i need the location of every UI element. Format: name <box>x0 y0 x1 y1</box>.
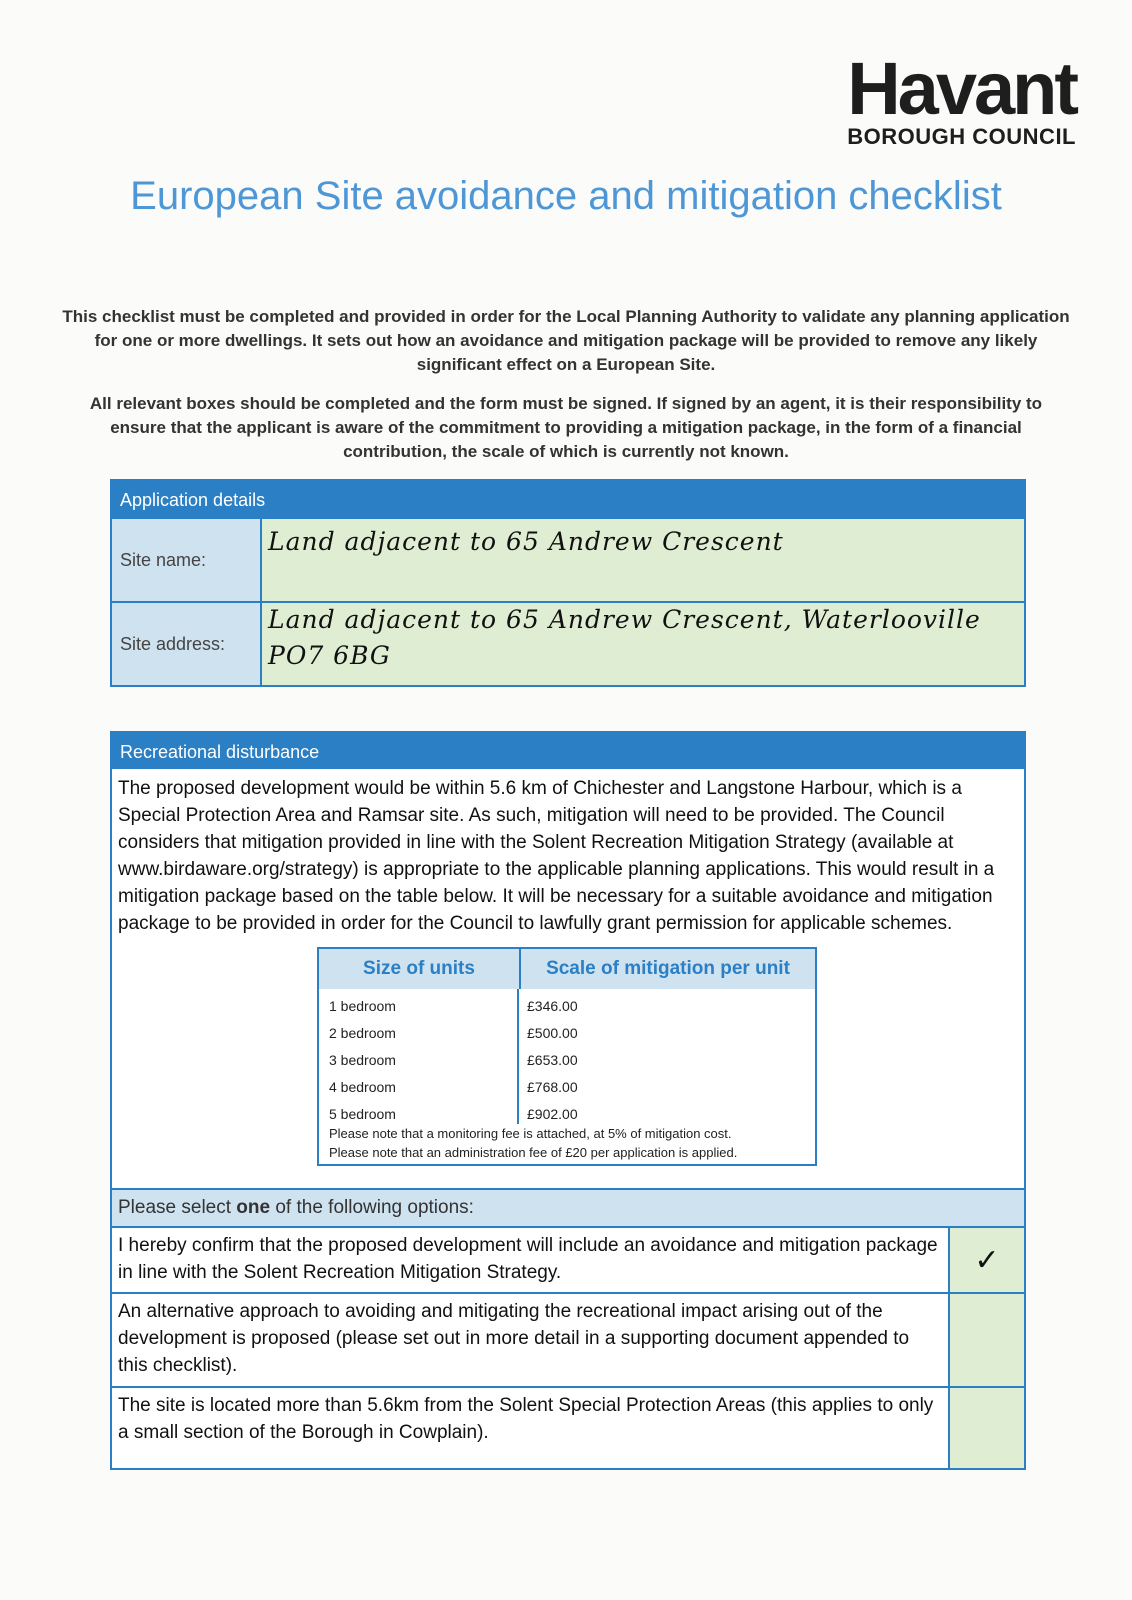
application-details-panel <box>110 479 1026 687</box>
select-suffix: of the following options: <box>270 1197 474 1218</box>
intro-paragraph-2: All relevant boxes should be completed and the form must be signed. If signed by an agent, it is their responsibility to ensure that the applicant is aware of the commitment to providing a mitigation package, in the form of a financial contribution, the scale of which is currently not known. <box>89 394 1043 461</box>
select-bold: one <box>236 1197 271 1218</box>
unit-cost: £653.00 <box>527 1052 578 1068</box>
unit-size: 2 bedroom <box>319 1016 519 1043</box>
table-row <box>319 1016 815 1043</box>
site-address-line-1: Land adjacent to 65 Andrew Crescent, Waterlooville <box>268 605 981 634</box>
mitigation-table <box>317 947 817 1166</box>
site-name-value: Land adjacent to 65 Andrew Crescent <box>268 527 784 556</box>
option-text: The site is located more than 5.6km from the Solent Special Protection Areas (this applies to only a small section of the Borough in Cowplain). <box>118 1395 934 1443</box>
select-option-heading <box>112 1188 1024 1228</box>
recreational-disturbance-panel <box>110 731 1026 1470</box>
unit-cost: £500.00 <box>527 1025 578 1041</box>
option-alternative-approach <box>112 1294 1024 1388</box>
column-header-scale: Scale of mitigation per unit <box>546 958 790 979</box>
site-name-label: Site name: <box>112 519 262 601</box>
option-outside-zone <box>112 1388 1024 1468</box>
site-address-line-2: PO7 6BG <box>268 641 391 670</box>
table-row <box>319 1097 815 1124</box>
unit-size: 1 bedroom <box>319 989 519 1016</box>
table-row <box>319 989 815 1016</box>
site-address-field[interactable] <box>262 603 1024 685</box>
table-row <box>319 1070 815 1097</box>
application-details-heading: Application details <box>112 481 1024 517</box>
mitigation-table-header <box>319 949 815 989</box>
select-prefix: Please select <box>118 1197 237 1218</box>
logo-name: Havant <box>847 47 1076 130</box>
unit-size: 4 bedroom <box>319 1070 519 1097</box>
unit-size: 5 bedroom <box>319 1097 519 1124</box>
recreational-disturbance-heading: Recreational disturbance <box>112 733 1024 769</box>
unit-cost: £768.00 <box>527 1079 578 1095</box>
unit-size: 3 bedroom <box>319 1043 519 1070</box>
page-title: European Site avoidance and mitigation checklist <box>130 174 1002 218</box>
site-address-row <box>112 601 1024 685</box>
option-confirm-strategy <box>112 1228 1024 1294</box>
option-checkbox[interactable]: ✓ <box>948 1228 1024 1292</box>
table-row <box>319 1043 815 1070</box>
monitoring-fee-note: Please note that a monitoring fee is attached, at 5% of mitigation cost. <box>329 1126 732 1141</box>
column-header-size: Size of units <box>319 949 521 989</box>
table-notes <box>319 1124 815 1164</box>
admin-fee-note: Please note that an administration fee of £20 per application is applied. <box>329 1145 738 1160</box>
unit-cost: £346.00 <box>527 998 578 1014</box>
option-checkbox[interactable] <box>948 1388 1024 1468</box>
option-checkbox[interactable] <box>948 1294 1024 1386</box>
unit-cost: £902.00 <box>527 1106 578 1122</box>
site-name-row <box>112 517 1024 601</box>
recreational-disturbance-text: The proposed development would be within 5.6 km of Chichester and Langstone Harbour, which is a Special Protection Area and Ramsar site. As such, mitigation will need to be provided. The Council considers that mitigation provided in line with the Solent Recreation Mitigation Strategy (available at www.birdaware.org/strategy) is appropriate to the applicable planning applications. This would result in a mitigation package based on the table below. It will be necessary for a suitable avoidance and mitigation package to be provided in order for the Council to lawfully grant permission for applicable schemes. <box>118 778 995 934</box>
intro-paragraph-1: This checklist must be completed and provided in order for the Local Planning Authority to validate any planning application for one or more dwellings. It sets out how an avoidance and mitigation package will be provided to remove any likely significant effect on a European Site. <box>62 307 1070 374</box>
council-logo <box>826 47 1076 150</box>
logo-subtitle: BOROUGH COUNCIL <box>847 124 1076 149</box>
site-name-field[interactable] <box>262 519 1024 601</box>
option-text: An alternative approach to avoiding and mitigating the recreational impact arising out of the development is proposed (please set out in more detail in a supporting document appended to this checklist). <box>118 1301 910 1376</box>
site-address-label: Site address: <box>112 603 262 685</box>
option-text: I hereby confirm that the proposed development will include an avoidance and mitigation package in line with the Solent Recreation Mitigation Strategy. <box>118 1235 938 1283</box>
